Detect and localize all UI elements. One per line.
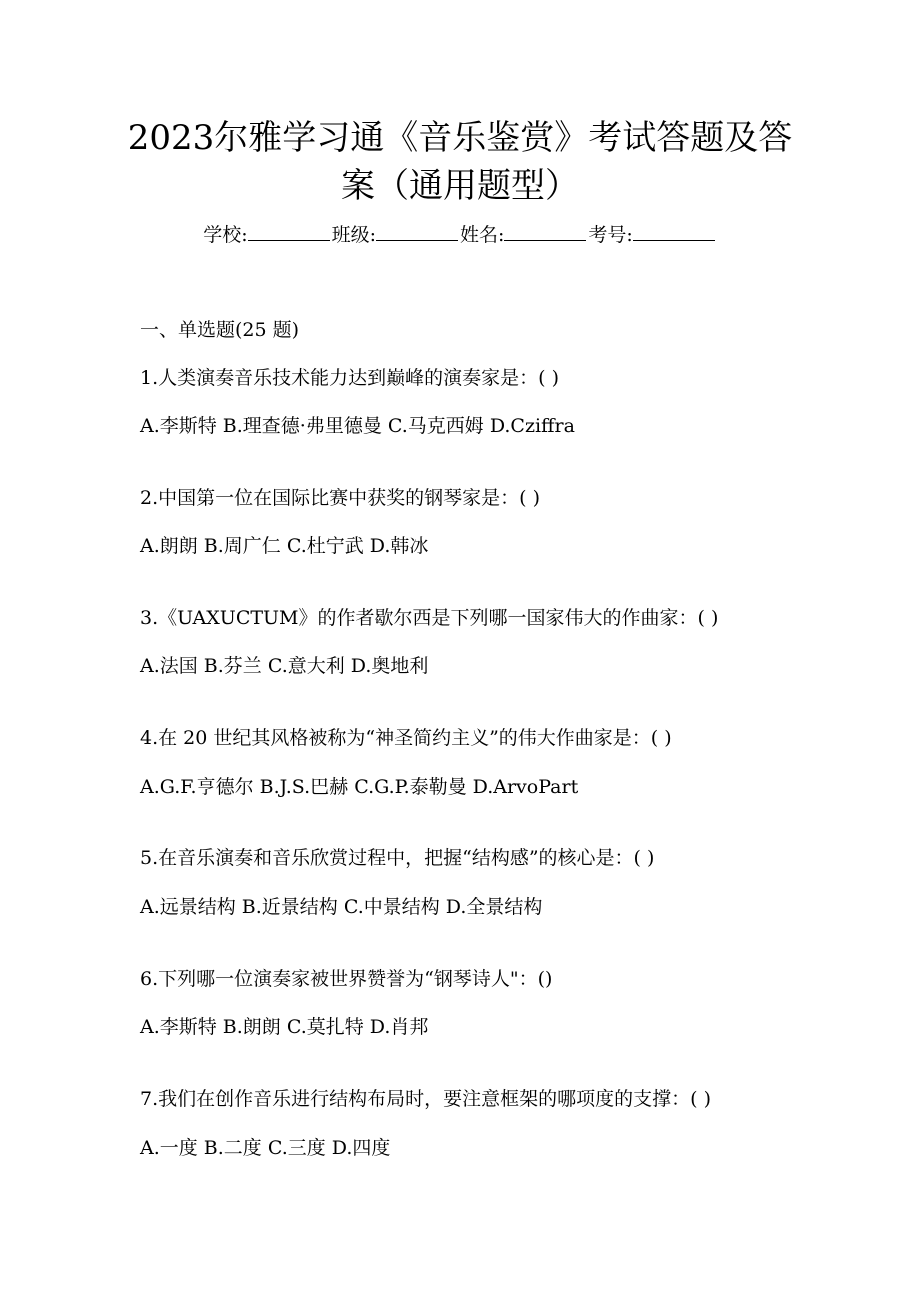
question-6-stem: 6.下列哪一位演奏家被世界赞誉为“钢琴诗人"：() [140, 968, 553, 990]
school-label: 学校: [203, 224, 248, 246]
question-4-stem: 4.在 20 世纪其风格被称为“神圣简约主义”的伟大作曲家是：( ) [140, 727, 672, 749]
question-4-options: A.G.F.亨德尔 B.J.S.巴赫 C.G.P.泰勒曼 D.ArvoPart [140, 776, 579, 798]
question-5-options: A.远景结构 B.近景结构 C.中景结构 D.全景结构 [140, 896, 543, 918]
name-label: 姓名: [460, 224, 505, 246]
question-7-options: A.一度 B.二度 C.三度 D.四度 [140, 1137, 391, 1159]
number-label: 考号: [588, 224, 633, 246]
student-info-row [0, 222, 920, 247]
question-3-options: A.法国 B.芬兰 C.意大利 D.奥地利 [140, 655, 429, 677]
question-7-stem: 7.我们在创作音乐进行结构布局时，要注意框架的哪项度的支撑：( ) [140, 1088, 711, 1110]
question-5-stem: 5.在音乐演奏和音乐欣赏过程中，把握“结构感”的核心是：( ) [140, 847, 655, 869]
document-title-line-2: 案（通用题型） [341, 166, 579, 206]
question-3-stem: 3.《UAXUCTUM》的作者歇尔西是下列哪一国家伟大的作曲家：( ) [140, 607, 719, 629]
question-2-stem: 2.中国第一位在国际比赛中获奖的钢琴家是：( ) [140, 487, 540, 509]
question-2-options: A.朗朗 B.周广仁 C.杜宁武 D.韩冰 [140, 535, 429, 557]
question-1-options: A.李斯特 B.理查德·弗里德曼 C.马克西姆 D.Cziffra [140, 415, 575, 437]
name-blank [504, 222, 586, 241]
school-blank [248, 222, 330, 241]
class-blank [376, 222, 458, 241]
class-label: 班级: [331, 224, 376, 246]
number-blank [633, 222, 715, 241]
question-6-options: A.李斯特 B.朗朗 C.莫扎特 D.肖邦 [140, 1016, 429, 1038]
document-title-line-1: 2023尔雅学习通《音乐鉴赏》考试答题及答 [127, 118, 793, 158]
section-heading: 一、单选题(25 题) [140, 319, 300, 341]
question-1-stem: 1.人类演奏音乐技术能力达到巅峰的演奏家是：( ) [140, 367, 559, 389]
